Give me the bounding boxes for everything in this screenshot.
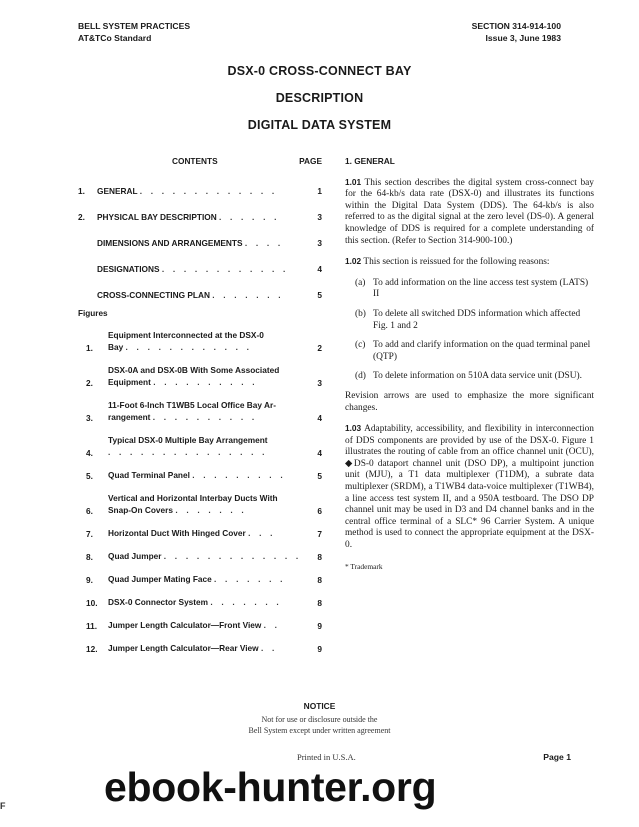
title-line-2: DESCRIPTION [275,91,364,105]
reason-item [345,371,594,383]
figure-title-cont: Equipment [108,377,151,387]
toc-entry-page: 4 [317,264,322,274]
figure-entry: 2. DSX-0A and DSX-0B With Some Associated Equipment . . . . . . . . . . 3 [78,364,322,388]
notice-line: Not for use or disclosure outside the [261,715,378,724]
reason-item [345,278,594,301]
figure-entry: 12. Jumper Length Calculator—Rear View . . 9 [78,642,322,654]
watermark: ebook-hunter.org [104,764,437,810]
paragraph-text: Adaptability, accessibility, and flexibility in interconnection of DDS components are provided by use of the DSX-0. Figure 1 illustrates the routing of cable from an office channel unit (OCU), ◆DS-0 dataport channel unit (DSO DP), a multipoint junction unit (MJU), a T1 data multiplexer (T1DM), a subrate data multiplexer (SRDM), a T1WB4 data-voice multiplexer (T1WB4), a line access test system II, and a 950A testboard. The DSO DP channel unit may be used in D3 and D4 channel banks and in the central office terminal of a SLC* 96 Carrier System. A unique method is used to connect the appropriate equipment at the DSX-0. [345,424,594,551]
figure-title: Typical DSX-0 Multiple Bay Arrangement [108,435,268,445]
section-heading: 1. GENERAL [345,156,395,166]
paragraph-1-01 [345,177,594,248]
figure-page: 2 [317,343,322,353]
figure-entry: 7. Horizontal Duct With Hinged Cover . . . 7 [78,527,322,539]
paragraph-1-03 [345,423,594,552]
reason-text: To delete information on 510A data service unit (DSU). [373,371,582,382]
figure-page: 8 [317,598,322,608]
paragraph-1-02 [345,256,594,269]
table-of-contents [78,156,322,654]
printed-in: Printed in U.S.A. [297,752,356,762]
toc-entry-page: 1 [317,186,322,196]
notice-heading: NOTICE [303,701,336,711]
toc-entry: DIMENSIONS AND ARRANGEMENTS . . . . 3 [97,238,322,248]
figure-title: 11-Foot 6-Inch T1WB5 Local Office Bay Ar- [108,400,276,410]
figure-entry: 1. Equipment Interconnected at the DSX-0 Bay . . . . . . . . . . . . 2 [78,329,322,353]
toc-header [78,156,322,170]
figure-number: 3. [86,413,93,423]
notice-block [0,701,639,736]
document-header-left [78,20,190,44]
toc-entry-title: DIMENSIONS AND ARRANGEMENTS [97,238,243,248]
paragraph-text: This section describes the digital system cross-connect bay for the 64-kb/s data rate (DSX-0) and illustrates its functions within the Digital Data System (DDS). The 64-kb/s is also referred to as the digital signal at the zero level (DS-0). A general knowledge of DDS is required for a complete understanding of this section. (Refer to Section 314-900-100.) [345,177,594,246]
toc-entry-title: GENERAL [97,186,138,196]
figure-title: Horizontal Duct With Hinged Cover [108,528,246,538]
document-titles [0,64,639,145]
figure-number: 8. [86,552,93,562]
paragraph-number: 1.02 [345,256,362,267]
figure-title: Jumper Length Calculator—Rear View [108,643,259,653]
toc-page-heading: PAGE [299,156,322,166]
toc-entry-title: PHYSICAL BAY DESCRIPTION [97,212,217,222]
figure-entry: 10. DSX-0 Connector System . . . . . . . 8 [78,596,322,608]
figure-entry: 6. Vertical and Horizontal Interbay Ducts With Snap-On Covers . . . . . . . 6 [78,492,322,516]
toc-entry-number: 1. [78,186,85,196]
notice-line: Bell System except under written agreement [248,726,391,735]
figure-number: 7. [86,529,93,539]
toc-entry: CROSS-CONNECTING PLAN . . . . . . . 5 [97,290,322,300]
reason-label: (d) [355,371,366,382]
header-section-number: SECTION 314-914-100 [471,21,561,31]
toc-entry-number: 2. [78,212,85,222]
header-publication: BELL SYSTEM PRACTICES [78,21,191,31]
reason-text: To add and clarify information on the quad terminal panel (QTP) [373,340,591,362]
paragraph-text: This section is reissued for the following reasons: [363,257,550,268]
toc-entry-page: 5 [317,290,322,300]
figure-entry: 8. Quad Jumper . . . . . . . . . . . . . 8 [78,550,322,562]
reason-item [345,309,594,332]
revision-note: Revision arrows are used to emphasize the more significant changes. [345,390,594,413]
figure-page: 8 [317,552,322,562]
figure-title: Vertical and Horizontal Interbay Ducts With [108,493,278,503]
title-line-3: DIGITAL DATA SYSTEM [247,118,392,132]
paragraph-number: 1.03 [345,423,362,434]
document-header-right [472,20,561,44]
reason-text: To delete all switched DDS information which affected Fig. 1 and 2 [373,308,581,331]
figure-title: Quad Jumper [108,551,162,561]
figure-title: Jumper Length Calculator—Front View [108,620,262,630]
figure-number: 1. [86,343,93,353]
toc-heading: CONTENTS [172,156,218,166]
figure-title-cont: rangement [108,412,151,422]
figure-page: 3 [317,378,322,388]
figure-title: Quad Jumper Mating Face [108,574,212,584]
figure-number: 12. [86,644,98,654]
reason-text: To add information on the line access test system (LATS) II [373,277,589,300]
figure-page: 4 [317,413,322,423]
figure-page: 4 [317,448,322,458]
toc-entry-title: DESIGNATIONS [97,264,160,274]
figure-title-cont: Bay [108,342,124,352]
figure-number: 9. [86,575,93,585]
toc-entry-title: CROSS-CONNECTING PLAN [97,290,210,300]
figure-title: DSX-0 Connector System [108,597,209,607]
figure-entry: 9. Quad Jumper Mating Face . . . . . . . 8 [78,573,322,585]
figure-title: Equipment Interconnected at the DSX-0 [108,330,264,340]
toc-entry: 1. GENERAL . . . . . . . . . . . . . 1 [78,186,322,196]
figure-page: 5 [317,471,322,481]
figure-title: Quad Terminal Panel [108,470,190,480]
reason-item [345,340,594,363]
toc-sections [78,186,322,300]
figure-page: 9 [317,644,322,654]
figure-entry: 4. Typical DSX-0 Multiple Bay Arrangement . . . . . . . . . . . . . . . 4 [78,434,322,458]
section-body [345,156,594,572]
figure-number: 5. [86,471,93,481]
figures-label: Figures [78,309,108,318]
toc-entry-page: 3 [317,212,322,222]
reason-label: (c) [355,340,366,351]
figure-title-cont: Snap-On Covers [108,505,174,515]
figure-page: 7 [317,529,322,539]
figure-number: 4. [86,448,93,458]
reason-label: (a) [355,277,366,288]
header-standard: AT&TCo Standard [78,33,152,43]
figure-number: 6. [86,506,93,516]
figure-number: 11. [86,621,98,631]
paragraph-number: 1.01 [345,176,362,187]
figure-entry: 5. Quad Terminal Panel . . . . . . . . . 5 [78,469,322,481]
figure-number: 10. [86,598,98,608]
toc-entry: DESIGNATIONS . . . . . . . . . . . . 4 [97,264,322,274]
corner-mark: F [0,801,6,811]
figure-page: 6 [317,506,322,516]
toc-entry: 2. PHYSICAL BAY DESCRIPTION . . . . . . 3 [78,212,322,222]
page-number: Page 1 [543,752,571,762]
title-line-1: DSX-0 CROSS-CONNECT BAY [227,64,412,78]
toc-entry-page: 3 [317,238,322,248]
figure-page: 9 [317,621,322,631]
figure-page: 8 [317,575,322,585]
figure-title: DSX-0A and DSX-0B With Some Associated [108,365,280,375]
toc-figures [78,329,322,654]
header-issue: Issue 3, June 1983 [485,33,561,43]
figure-entry: 11. Jumper Length Calculator—Front View . . 9 [78,619,322,631]
trademark-footnote: * Trademark [345,561,383,571]
figure-number: 2. [86,378,93,388]
figure-entry: 3. 11-Foot 6-Inch T1WB5 Local Office Bay Ar- rangement . . . . . . . . . . 4 [78,399,322,423]
reason-label: (b) [355,308,366,319]
